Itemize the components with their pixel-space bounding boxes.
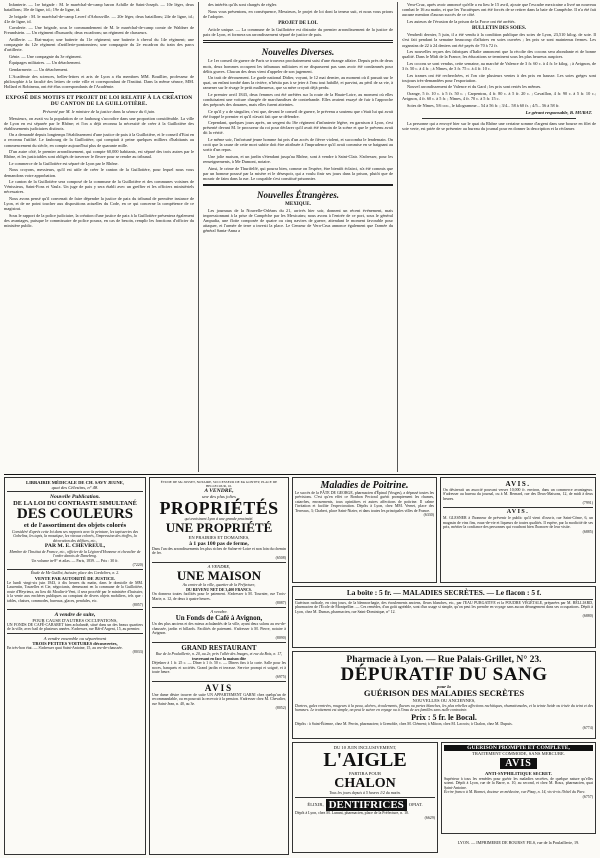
ad-ref: (8057) (132, 603, 143, 608)
dentifrices-pre: ÉLIXIR, (307, 802, 324, 808)
ad-ref: (8087) (275, 601, 286, 606)
ad-poitrine (292, 477, 437, 583)
ad-avis-column (440, 477, 596, 583)
aigle-sub: PARTIRA POUR (348, 770, 382, 776)
divider (7, 491, 143, 492)
maison-pre: A VENDRE, (207, 563, 231, 569)
ad-ref: (7220) (132, 563, 143, 568)
ad-depuratif (292, 651, 596, 739)
anti-syphilitique: ANTI-SYPHILITIQUE SECRET. (484, 771, 553, 777)
guerison-text: Supérieur à tous les remèdes pour guérir les maladies secrètes, de quelque nature qu'elles soient. Dépôt à Lyon, rue de la Barre, n. 10, au second, et chez M. Roux, pharmacien, quai Saint-Antoine. (444, 776, 593, 790)
avendre-label: A VENDRE, (204, 487, 234, 494)
restaurant-heading: GRAND RESTAURANT (181, 644, 257, 652)
book-price: Un volume in-8° et atlas. — Paris, 1839. — Prix : 30 fr. (31, 558, 119, 563)
military-unit-text: Artillerie. — Etat-major; une batterie du 11e régiment; une batterie à cheval du 14e régiment; une compagnie du 12e régiment d'artillerie-pontonniers; une compagnie du 2e escadron du train des parcs d'artillerie. (4, 37, 194, 53)
market-paragraph: Soies de Nîmes, 5/6 coc., le kilogramme... 54 à 56 fr. ; 3/4... 58 à 60 fr. ; 4/5... 56 à 58 fr. (407, 102, 560, 108)
article-paragraph: Vera-Cruz, après avoir annoncé qu'elle a eu lieu le 15 avril, ajoute que l'escadre mexicaine a livré un nouveau combat le 16 au matin, et que les Yucatèques ont été forcés de se retirer dans la baie de Campêche. Il n'a été fait aucune mention d'aucun succès de ce côté. (402, 2, 596, 18)
ad-ref: (6330) (423, 513, 434, 517)
dentifrices-post: OPIAT. (408, 802, 423, 808)
military-unit-text: Infanterie. — 1re brigade : M. le maréchal-de-camp baron Achille de Saint-Joseph. — 10e léger, deux bataillons; 10e de ligne, id.; 19e de ligne, id. (4, 2, 194, 13)
aigle-name: L'AIGLE (323, 748, 407, 771)
market-paragraph: Nouvel arrondissement de Valence et du Gard ; les prix sont restés les mêmes. (407, 84, 542, 90)
news-column-3 (402, 2, 596, 472)
advertisements-section (4, 474, 596, 856)
news-item: Le même soir, l'infortuné jeune homme fut pris d'un accès de fièvre violent, et succomba le lendemain. On croit que la cause de cette mort subite doit être attribuée à l'imprudence qu'il avait commise en se baignant au sortir d'un repas. (203, 137, 393, 153)
divider (295, 599, 593, 600)
notice-paragraph: La personne qui a envoyé hier sur le quai du Rhône une certaine somme d'argent dans une bourse en filet de soie verte, est priée de se présenter au bureau du journal pour en donner la description et la réclamer. (402, 121, 596, 132)
market-paragraph: Les cocons se sont vendus, cette semaine, au marché de Valence de 3 fr. 60 c. à 4 fr. le kilog. ; à Avignon, de 3 fr. 50 c. à 4 fr. ; à Nîmes, de 3 fr. 75 c. à 4 fr. 10 c. (402, 60, 596, 71)
divider (152, 562, 286, 563)
article-paragraph: Le canton de la Guillotière sera composé de la commune de la Guillotière et des communes voisines de Vénissieux, Saint-Fons et Vaulx. Un juge de paix y sera établi avec un greffier et les officiers ministériels nécessaires. (4, 179, 194, 195)
news-item: Le premier avril 1843, deux femmes ont été arrêtées sur la route de la Haute-Loire, au moment où elles conduisaient une voiture chargée de marchandises de contrebande. Elles avaient essayé de fuir à l'approche des préposés des douanes, mais elles furent atteintes. (203, 91, 393, 108)
double-divider (203, 40, 393, 42)
ad-ref: (6975) (275, 674, 286, 679)
propriete-heading: UNE PROPRIÉTÉ (165, 520, 273, 536)
guerison-sub: TRAITEMENT COMMODE, SANS MERCURE. (472, 751, 565, 757)
nouvelles-ou-anciennes: NOUVELLES OU ANCIENNES, (412, 698, 476, 704)
divider (152, 607, 286, 608)
gerant-signature: Le gérant responsable, B. MURAT. (525, 109, 592, 115)
imprimerie-footer: LYON. — IMPRIMERIE DE BOURSY FILS, rue de la Poulaillerie, 19. (457, 840, 580, 845)
news-item: Cependant, quelques jours après, un sergent du 16e régiment d'infanterie légère, en garnison à Lyon, s'est présenté devant M. le procureur du roi pour déclarer qu'il avait été témoin de la scène et que le prévenu avait dit la vérité. (203, 120, 393, 136)
ad-ref: (6757) (582, 794, 593, 799)
proprietes-sub: qui avoisinent Lyon à une grande proximité. (184, 516, 254, 521)
avis-heading: AVIS (204, 682, 234, 693)
depuratif-price: Prix : 5 fr. le Bocal. (411, 712, 477, 722)
avendre-heading: A vendre de suite, (54, 611, 96, 618)
avis-text: On désirerait un associé pouvant verser 10,000 fr. environ, dans un commerce avantageux. S'adresser au bureau du journal, ou à M. Bernard, rue des Deux-Maisons, 12, de midi à deux heures. (443, 487, 593, 501)
guerison-prompte-heading: GUÉRISON PROMPTE ET COMPLÈTE, (444, 745, 593, 752)
country-heading: MEXIQUE. (285, 201, 311, 207)
article-paragraph: Sous le rapport de la police judiciaire, la création d'une justice de paix à la Guillotière présentera également des avantages, puisque le commissaire de police pourra, en cas de besoin, remplir les fonctions d'officier du ministère public. (4, 212, 194, 228)
market-paragraph: Orange, 5 fr. 10 c. à 5 fr. 50 c. ; Carpentras, 4 fr. 80 c. à 5 fr. 20 c. ; Cavaillon, 4 fr. 90 c. à 5 fr. 10 c.; Avignon, 4 fr. 60 c. à 5 fr. ; Nîmes, 4 fr. 70 c. à 5 fr. 15 c. (402, 90, 596, 101)
news-item: Un trait de dévouement. Le garde national Didier, voyant, le 12 mai dernier, au moment où il passait sur le quai, un enfant tombé dans la rivière, n'hésita pas à se jeter à l'eau tout habillé, et parvint, au péril de sa vie, à ramener sur le rivage le petit malheureux, que sa mère croyait déjà perdu. (203, 75, 393, 91)
pour-la: pour la (437, 683, 451, 689)
column-divider (198, 2, 199, 472)
military-unit-text: Cavalerie. — Une brigade, sous le commandement de M. le maréchal-de-camp comte de Waldner de Freundstein. — Un régiment d'hussards; deux escadrons; un régiment de chasseurs. (4, 25, 194, 36)
dentifrices-text: Dépôt à Lyon, chez M. Lunant, pharmacien, place de la Préfecture, n. 10. (295, 811, 409, 815)
article-paragraph: Nous avons pensé qu'il convenait de faire dépendre la justice de paix du tribunal de première instance de Lyon, et de ne point toucher aux dispositions actuelles du Code, en ce qui concerne la compétence de ce magistrat. (4, 195, 194, 211)
divider (7, 569, 143, 570)
restaurant-sub: traversant en face la maison dite (192, 656, 246, 661)
depuratif-heading: DÉPURATIF DU SANG (340, 663, 548, 685)
ad-ref: (8090) (275, 635, 286, 640)
military-unit-text: Gendarmerie. — Un détachement. (9, 67, 69, 73)
aigle-date: DU 10 JUIN INCLUSIVEMENT, (333, 744, 397, 750)
news-item: Ainsi, le crime de Thurifelfé, qui pourra bien, comme on l'espère, être bientôt éclairci, n'a été commis que par un homme poussé par la misère et le désespoir, qui a voulu finir ses jours dans la prison, plutôt que de mourir de faim dans la rue. Le coupable s'est constitué prisonnier. (203, 165, 393, 181)
news-item: Le 1er conseil de guerre de Paris se trouvera prochainement saisi d'une étrange affaire. Depuis près de deux mois, deux hommes occupent les tribunaux militaires et ne disparurent pas sans avoir été condamnés pour délits graves. Chacun des deux vient d'appeler de son jugement. (203, 58, 393, 74)
librairie-address: quai des Célestins, n° 48. (51, 484, 99, 490)
ad-ref: (8052) (275, 706, 286, 711)
article-paragraph: On a demandé depuis longtemps l'établissement d'une justice de paix à la Guillotière, et le conseil d'Etat en a reconnu l'utilité. Le faubourg de la Guillotière, qui comptait à peine quelques milliers d'habitants au commencement du siècle, en compte aujourd'hui plus de quarante mille. (4, 132, 194, 148)
divider (7, 633, 143, 634)
avis-heading: AVIS. (506, 509, 530, 516)
avis-badge-text: AVIS (500, 758, 537, 769)
project-title: PROJET DE LOI. (278, 20, 318, 26)
ad-librairie (4, 477, 146, 855)
divider (7, 609, 143, 610)
poitrine-heading: Maladies de Poitrine. (320, 479, 409, 491)
depuratif-depots: Dépôts : à Saint-Étienne, chez M. Perrin, pharmacien; à Grenoble, chez M. Clément; à Mâcon, chez M. Lacroix; à Chalon, chez M. Dupuis. (295, 721, 513, 726)
pharmacie-header: Pharmacie à Lyon. — Rue Palais-Grillet, N° 23. (346, 653, 542, 665)
market-heading: BULLETIN DES SOIES. (471, 25, 527, 31)
article-presented: Présenté par M. le ministre de la justice dans la séance du 6 juin. (42, 109, 156, 115)
aigle-city: CHALON (334, 775, 396, 791)
avis-heading: AVIS. (505, 479, 531, 488)
vente-text: Le lundi vingt-six juin 1843, à dix heures du matin, dans le domicile de MM. Laurentin, Touzelles et Cie, négociants, demeurant en la commune de la Guillotière, route d'Heyrieux, au lieu dit Moulin-à-Vent, il sera procédé par le ministère d'huissier, à la vente aux enchères publiques au comptant de divers objets mobiliers, tels que : tables, chaises, commodes, bureaux, glaces, pendules, etc. (7, 580, 143, 603)
dentifrices-row (295, 799, 435, 811)
news-section (4, 2, 596, 472)
article-paragraph: D'un autre côté, le premier arrondissement, qui compte 60,000 habitants, est séparé des trois autres par le Rhône, et les justiciables sont obligés de traverser le fleuve pour se rendre au tribunal. (4, 149, 194, 160)
news-item: Une jolie maison, et un jardin s'étendant jusqu'au Rhône, sont à vendre à Saint-Clair. S'adresser, pour les renseignements, à Me Dumont, notaire. (203, 153, 393, 164)
double-divider (203, 184, 393, 186)
divider (422, 118, 576, 119)
article-paragraph: des intérêts qu'ils sont chargés de régler. (208, 2, 278, 7)
book-title-line-2: DES COULEURS (16, 505, 134, 522)
guerison-text-2: Écrire franco à M. Bonnet, docteur en médecine, rue Pizay, n. 14, vis-à-vis l'hôtel du Parc. (444, 790, 586, 794)
article-title: EXPOSÉ DES MOTIFS ET PROJET DE LOI RELATIF À LA CRÉATION DU CANTON DE LA GUILLOTIÈRE. (5, 95, 193, 108)
book-title-line-3: et de l'assortiment des objets colorés (23, 521, 127, 529)
maison-revenu: DU REVENU NET DE 3,400 FRANCS. (186, 587, 252, 592)
ad-ref: (6885) (582, 529, 593, 534)
divider (152, 642, 286, 643)
book-title-line-1: DE LA LOI DU CONTRASTE SIMULTANÉ (13, 499, 137, 507)
academy-note: L'Académie des sciences, belles-lettres et arts de Lyon a élu membres MM. Bouillier, professeur de philosophie à la faculté des lettres de cette ville et correspondant de l'Institut. Dans la même séance, MM. Hollard et Robineau, ont été élus correspondants de l'Académie. (4, 73, 194, 89)
voitures-heading: A vendre ensemble ou séparément (43, 635, 107, 641)
ad-ref: (6508) (275, 555, 286, 560)
news-column-1 (4, 2, 194, 472)
maison-sub: Au centre de la ville, quartier de la Préfecture, (182, 583, 256, 588)
market-paragraph: Vendredi dernier, 5 juin, il a été vendu à la condition publique des soies de Lyon, 23,510 kilog. de soie. Il s'est fait pendant la semaine beaucoup d'affaires en soies ouvrées ; les prix se sont maintenus fermes. Les organsins de 22 à 24 deniers ont été payés de 70 à 72 fr. (402, 32, 596, 48)
maison-heading: UNE MAISON (176, 568, 262, 584)
article-paragraph: Nous vous présentons, en conséquence, Messieurs, le projet de loi dont la teneur suit, et nous vous prions de l'adopter. (203, 8, 393, 19)
voitures-sub: TROIS PETITES VOITURES découvertes, (32, 640, 118, 646)
etude-header: Étude de Me Guillot, huissier, place des Cordeliers, n. 2. (30, 571, 120, 576)
ad-ref: (7991) (582, 501, 593, 505)
ad-ref: (6880) (582, 614, 593, 619)
maladies-secretes-text: Guérison radicale, en cinq jours, de la blennorrhagie, des écoulements anciens, fleurs blanches, etc., par l'EAU PURGATIVE et la POUDRE VÉGÉTALE, préparées par M. BÉLLIARD, pharmacien de l'École de Montpellier. — Ces remèdes, d'un goût agréable, sont d'un usage si simple, qu'on peut les prendre en voyage sans aucun dérangement dans ses occupations. Dépôt à Lyon, chez M. Dumas, pharmacien, rue Saint-Dominique, n° 12. (295, 600, 593, 614)
column-divider (397, 2, 398, 472)
avis-text: M. GLESNER à l'honneur de prévenir le public qu'il vient d'ouvrir, rue Saint-Côme, 6, un magasin de vins fins, eaux-de-vie et liqueurs de toutes qualités. Il espère, par la modicité de ses prix, mériter la confiance des personnes qui voudront bien l'honorer de leur visite. (443, 516, 593, 530)
article-paragraph: Nous croyons, messieurs, qu'il est utile de créer le canton de la Guillotière, pour lequel nous vous demandons votre approbation. (4, 167, 194, 178)
publication-label: Nouvelle Publication. (49, 493, 101, 500)
article-paragraph: Les auteurs de l'évasion de la prison de la Force ont été arrêtés. (407, 18, 516, 24)
military-unit-text: 2e brigade : M. le maréchal-de-camp Lecerf d'Arbouville. — 20e léger, deux bataillons; 24e de ligne, id.; 41e de ligne, id. (4, 13, 194, 24)
voitures-text: En très-bon état. — S'adresser quai Saint-Antoine, 15, au rez-de-chaussée. (7, 645, 123, 650)
section-heading-nouvelles-etrangeres: Nouvelles Étrangères. (257, 190, 339, 201)
divider (24, 92, 174, 93)
article-unique: Article unique. — La commune de la Guillotière est distraite du premier arrondissement de la justice de paix de Lyon, et formera un arrondissement séparé de justice de paix. (203, 27, 393, 38)
article-paragraph: Messieurs, on avait vu la population de ce faubourg s'accroître dans une proportion considérable. La ville de Lyon en est séparée par le Rhône; et l'on a déjà reconnu la nécessité de créer à la Guillotière des établissements judiciaires distincts. (4, 115, 194, 131)
divider (152, 681, 286, 682)
ad-ref: (8033) (132, 650, 143, 655)
etude-josset: ÉTUDE DE Me JOSSET, NOTAIRE, SUCCESSEUR DE Me GONTEY, PLACE DE BELLECOUR, 16. (160, 479, 278, 488)
section-heading-nouvelles-diverses: Nouvelles Diverses. (261, 46, 335, 57)
ad-ref: (6774) (582, 726, 593, 730)
news-column-2 (203, 2, 393, 472)
foreign-news: Les journaux de la Nouvelle-Orléans du 21, arrivés hier soir, donnent un récent événement, mais impressionnant à la prise de Campêche par les Mexicains; nous avons à l'entrée de ce port, sous le général Ampudia, une flotte composée de quatre ou cinq navires de guerre, attendant le moment favorable pour attaquer, et l'armée de terre a investi la place. Le Censeur de Vera-Cruz annonce également que l'armée du général Santa-Anna a (203, 208, 393, 234)
ad-maladies-secretes (292, 586, 596, 648)
article-paragraph: Le commerce de la Guillotière est séparé de Lyon par le Rhône. (9, 160, 119, 166)
news-item: Ce qu'il y a de singulier, c'est que, devant le conseil de guerre, le prévenu a soutenu que c'était lui qui avait été frappé le premier et qu'il n'avait fait que se défendre. (203, 108, 393, 119)
propriete-details: Dans l'un des arrondissements les plus riches de Saône-et-Loire et non loin du chemin de fer. (152, 546, 286, 556)
restaurant-address: Rue de la Poulaillerie, n. 20, au 2e, près l'allée des Images, et rue du Bois, n. 17, (155, 652, 283, 656)
vente-heading: VENTE PAR AUTORITÉ DE JUSTICE. (34, 575, 116, 581)
ad-proprietes (149, 477, 289, 855)
librairie-header: LIBRAIRIE MÉDICALE DE CH. SAVY JEUNE, (26, 479, 124, 485)
maladies-secretes-heading: La boîte : 5 fr. — MALADIES SECRÈTES. — Le flacon : 5 f. (346, 587, 542, 597)
ad-guerison (441, 742, 596, 834)
book-author-desc: Membre de l'Institut de France, etc., officier de la Légion-d'Honneur et chevalier de l'ordre danois de Danebrog. (9, 549, 141, 559)
maison-text: On donnera toutes facilités pour le paiement. S'adresser à M. Tournier, rue Trois-Marie, n. 12, de deux à quatre heures. (152, 592, 286, 601)
depuratif-text: Dartres, gales rentrées, rougeurs à la peau, ulcères, écoulements, flueurs ou pertes blanches, les plus rebelles affections rachitiques, rhumatismales, et la teinte livide ou irisée du teint et des humeurs. Le traitement est simple, on peut le suivre en voyage ou à l'insu de ses familles sans nulle contrainte. (295, 703, 593, 712)
avis-text: Une dame désire trouver de suite UN APPARTEMENT GARNI chez quelqu'un de recommandable, ou en pourrait la recevoir à la pension. S'adresser chez M. Chevalier, rue Saint-Jean, n. 40, au 3e. (152, 692, 286, 706)
restaurant-text: Déjeûner à 1 fr. 25 c. — Dîner à 1 fr. 50 c. — Dîners fins à la carte. Salle pour les noces, banquets et sociétés. Grand jardin et terrasse. Service prompt et soigné, et à toute heure. (152, 661, 286, 674)
ad-ref: (6629) (424, 815, 435, 820)
market-paragraph: Les nouvelles reçues des fabriques d'Italie annoncent que la récolte des cocons sera abondante et de bonne qualité. Dans le Midi de la France, les éducations se terminent sous les plus heureux auspices. (402, 49, 596, 60)
guerison-heading: GUÉRISON DES MALADIES SECRÈTES (363, 687, 525, 698)
poitrine-text: Le succès de la PÂTE DE GEORGE, pharmacien d'Épinal (Vosges), a dépassé toutes les prévisions. C'est qu'en effet ce Bonbon Pectoral guérit promptement les rhumes, catarrhes, enrouements, toux opiniâtres et autres affections de poitrine. Il calme l'irritation et facilite l'expectoration. Dépôts à Lyon, chez MM. Vernet, place des Terreaux, 3; Chabert, place Saint-Nizier, et dans toutes les principales villes de France. (295, 490, 434, 513)
avendre-sub: POUR CAUSE D'AUTRES OCCUPATIONS, (32, 617, 118, 623)
book-description: Considéré d'après cette loi dans ses rapports avec la peinture, les tapisseries des Gobelins, les tapis, la mosaïque, les vitraux colorés, l'impression des étoffes, la décoration des édifices, etc., (11, 529, 139, 543)
divider (443, 507, 593, 508)
avis-badge (444, 758, 593, 769)
military-unit-text: Génie. — Une compagnie du 3e régiment. (9, 53, 82, 59)
avendre-text: UN FONDS DE CAFÉ-CABARET bien achalandé, situé dans un des beaux quartiers de la ville, avec bail de plusieurs années. S'adresser, rue Bât-d'Argent, 15, au premier. (7, 622, 143, 632)
aigle-schedule: Tous les jours depuis à 5 heures 1/2 du matin. (329, 790, 401, 795)
military-unit-text: Équipages militaires. — Un détachement. (9, 60, 81, 66)
market-paragraph: Les trames ont été recherchées, et l'on cite plusieurs ventes à des prix en hausse. Les soies grèges sont toujours très-demandées pour l'exportation. (402, 72, 596, 83)
book-author: PAR M. E. CHEVREUL, (44, 543, 106, 550)
divider (295, 797, 435, 798)
fonds-heading: Un Fonds de Café à Avignon, (175, 614, 263, 623)
ad-aigle (292, 742, 438, 853)
propriete-desc-2: à 1 pas 100 pas de ferme, (189, 540, 249, 547)
proprietes-heading: PROPRIÉTÉS (159, 497, 279, 518)
fonds-pre: A vendre. (210, 609, 228, 615)
une-des-plus: une des plus jolies (202, 493, 236, 499)
dentifrices-heading: DENTIFRICES (326, 799, 407, 811)
propriete-desc: EN PRAIRIES ET DOMAINES, (188, 535, 250, 541)
fonds-text: Un des plus anciens et des mieux achalandés de la ville, ayant deux salons au rez-de-chaussée, jardin et billards. Facilités de paiement. S'adresser à M. Pierre, notaire à Avignon. (152, 622, 286, 636)
